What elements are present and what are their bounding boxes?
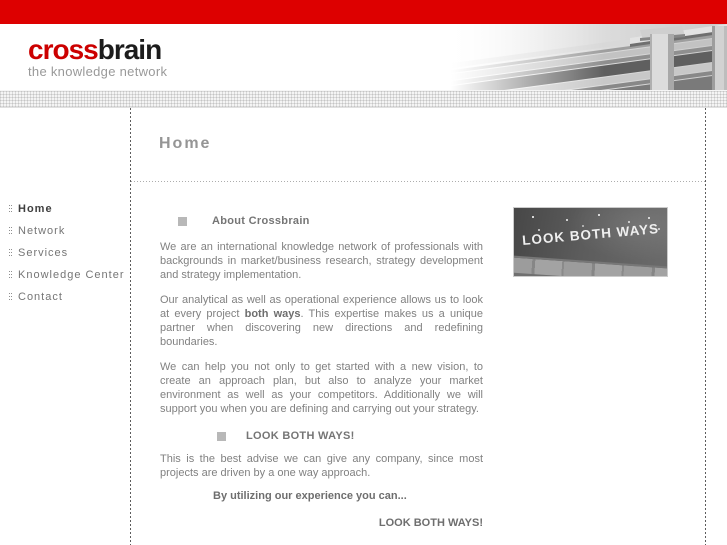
title-dotted-divider <box>131 181 705 182</box>
main-content <box>160 214 483 530</box>
sidebar-item-contact[interactable] <box>9 290 125 304</box>
sidebar-item-home[interactable] <box>9 202 125 216</box>
advice-paragraph: This is the best advise we can give any company, since most projects are driven by a one way approach. <box>160 453 483 479</box>
both-ways-emphasis: both ways <box>244 308 301 320</box>
about-paragraph-1: We are an international knowledge network of professionals with backgrounds in market/business research, strategy development and strategy implementation. <box>160 241 483 281</box>
logo-tagline: the knowledge network <box>28 64 168 79</box>
sidebar-item-knowledge-center[interactable] <box>9 268 125 282</box>
photo-fade-overlay <box>430 24 605 90</box>
section-square-icon <box>217 432 226 441</box>
nav-bullet-icon <box>9 227 13 235</box>
nav-bullet-icon <box>9 271 13 279</box>
top-accent-bar <box>0 0 727 24</box>
nav-bullet-icon <box>9 293 13 301</box>
cta-emphasis: LOOK BOTH WAYS! <box>378 517 483 529</box>
road-caption-text: LOOK BOTH WAYS <box>521 221 660 248</box>
look-both-ways-photo <box>513 207 668 277</box>
sidebar-item-label: Services <box>18 247 69 259</box>
sidebar-item-services[interactable] <box>9 246 125 260</box>
woven-divider-strip <box>0 90 727 108</box>
sidebar-item-label: Contact <box>18 291 63 303</box>
about-paragraph-2 <box>160 293 483 349</box>
nav-bullet-icon <box>9 249 13 257</box>
sidebar-item-label: Knowledge Center <box>18 269 125 281</box>
section-square-icon <box>178 217 187 226</box>
nav-bullet-icon <box>9 205 13 213</box>
section-header-look-both-ways <box>160 429 483 443</box>
logo[interactable] <box>28 36 167 79</box>
logo-wordmark <box>28 36 167 64</box>
sidebar-item-network[interactable] <box>9 224 125 238</box>
section-header-about <box>160 214 483 228</box>
right-dotted-border <box>705 108 706 545</box>
paragraph-text: Our analytical as well as operational experience allows us to look at every project <box>160 294 483 320</box>
sidebar-item-label: Home <box>18 203 53 215</box>
left-dotted-border <box>130 108 131 545</box>
logo-brain-text: brain <box>97 34 162 65</box>
sidebar-item-label: Network <box>18 225 66 237</box>
sidebar-nav <box>9 202 125 312</box>
curb-band <box>513 255 668 277</box>
cta-line: By utilizing our experience you can... <box>213 490 407 502</box>
highway-overpass-image <box>430 24 727 90</box>
asphalt-specks <box>532 216 534 218</box>
about-paragraph-3: We can help you not only to get started with a new vision, to create an approach plan, but also to analyze your market environment as well as your competitors. Additionally we will support you when you are defining and carrying out your strategy. <box>160 361 483 415</box>
page-title: Home <box>159 135 212 152</box>
section-title: LOOK BOTH WAYS! <box>246 430 355 442</box>
paragraph-text: . This expertise makes us a unique partner when discovering new directions and redefining boundaries. <box>160 308 483 348</box>
section-title: About Crossbrain <box>212 215 310 227</box>
logo-cross-text: cross <box>28 34 98 65</box>
